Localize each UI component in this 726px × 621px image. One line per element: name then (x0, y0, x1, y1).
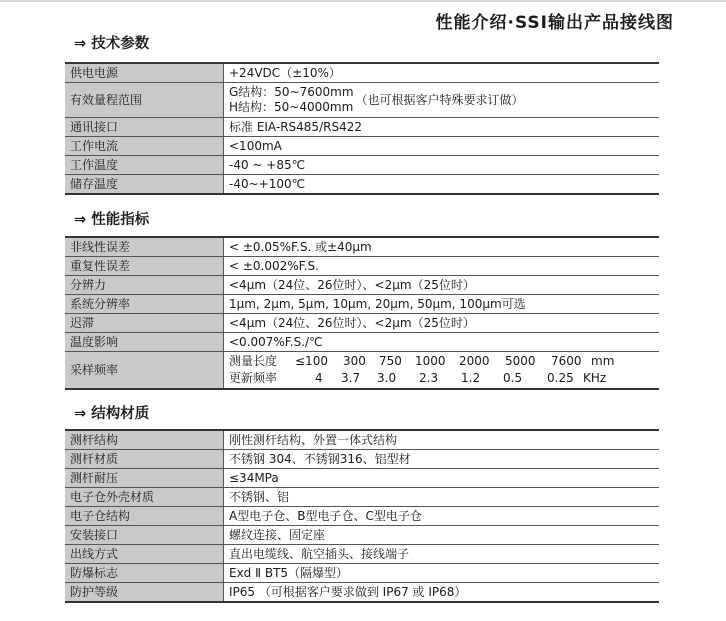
row-key: 系统分辨率 (65, 295, 224, 314)
table-row (65, 175, 659, 195)
row-value: <4μm（24位、26位时）、<2μm（25位时） (224, 276, 660, 295)
page-title: 性能介绍·SSI输出产品接线图 (435, 13, 674, 33)
rate-cell: 2.3 (419, 371, 439, 385)
row-value: < ±0.05%F.S. 或±40μm (224, 237, 660, 257)
range-line-g: G结构：50~7600mm (229, 85, 354, 99)
row-value: <100mA (224, 137, 660, 156)
table-row (65, 333, 659, 352)
row-key: 电子仓结构 (65, 507, 224, 526)
row-key: 防护等级 (65, 583, 224, 603)
rate-frequency-line (229, 370, 654, 387)
row-value: 不锈钢、铝 (224, 488, 660, 507)
range-note: （也可根据客户特殊要求订做） (355, 93, 524, 107)
rate-cell: 2000 (459, 354, 490, 368)
table-row (65, 137, 659, 156)
table-row (65, 314, 659, 333)
row-key: 测杆材质 (65, 450, 224, 469)
table-row (65, 526, 659, 545)
rate-cell: 1000 (415, 354, 446, 368)
table-row (65, 237, 659, 257)
row-value: 不锈钢 304、不锈钢316、铝型材 (224, 450, 660, 469)
rate-cell: 750 (379, 354, 402, 368)
row-value: +24VDC（±10%） (224, 63, 660, 83)
row-key: 迟滞 (65, 314, 224, 333)
row-value: Exd Ⅱ BT5（隔爆型） (224, 564, 660, 583)
table-row (65, 276, 659, 295)
range-line-h: H结构：50~4000mm (229, 100, 354, 114)
rate-cell: mm (591, 354, 615, 368)
rate-cell: 5000 (505, 354, 536, 368)
rate-cell: KHz (583, 371, 607, 385)
table-row (65, 564, 659, 583)
rate-cell: 3.7 (341, 371, 361, 385)
row-key: 通讯接口 (65, 118, 224, 137)
table-row (65, 430, 659, 450)
row-key: 工作电流 (65, 137, 224, 156)
row-value: IP65 （可根据客户要求做到 IP67 或 IP68） (224, 583, 660, 603)
row-key: 有效量程范围 (65, 83, 224, 118)
row-key: 储存温度 (65, 175, 224, 195)
rate-cell: 300 (343, 354, 366, 368)
rate-cell: 1.2 (461, 371, 481, 385)
row-key: 测杆耐压 (65, 469, 224, 488)
row-value: A型电子仓、B型电子仓、C型电子仓 (224, 507, 660, 526)
row-key: 测杆结构 (65, 430, 224, 450)
table-row (65, 63, 659, 83)
table-row (65, 83, 659, 118)
table-row (65, 156, 659, 175)
rate-cell: ≤100 (295, 354, 328, 368)
row-value: < ±0.002%F.S. (224, 257, 660, 276)
performance-table (65, 236, 659, 390)
table-row (65, 257, 659, 276)
table-row (65, 583, 659, 603)
row-key: 温度影响 (65, 333, 224, 352)
row-key: 工作温度 (65, 156, 224, 175)
row-value: 标准 EIA-RS485/RS422 (224, 118, 660, 137)
row-value: 直出电缆线、航空插头、接线端子 (224, 545, 660, 564)
rate-cell: 4 (315, 371, 323, 385)
structure-material-table (65, 429, 659, 603)
row-key: 重复性误差 (65, 257, 224, 276)
row-value: -40 ~ +85℃ (224, 156, 660, 175)
row-value: ≤34MPa (224, 469, 660, 488)
row-key: 防爆标志 (65, 564, 224, 583)
row-value: -40~+100℃ (224, 175, 660, 195)
section-heading-structure-material: ⇒ 结构材质 (74, 406, 150, 422)
row-value: <0.007%F.S./℃ (224, 333, 660, 352)
section-heading-technical-params: ⇒ 技术参数 (74, 36, 150, 52)
row-key: 非线性误差 (65, 237, 224, 257)
table-row (65, 488, 659, 507)
table-row (65, 545, 659, 564)
rate-cell: 0.25 (547, 371, 574, 385)
row-value (224, 352, 660, 390)
row-value: 刚性测杆结构、外置一体式结构 (224, 430, 660, 450)
row-value (224, 83, 660, 118)
table-row (65, 295, 659, 314)
rate-cell: 更新频率 (229, 371, 278, 385)
row-key: 出线方式 (65, 545, 224, 564)
row-key: 安装接口 (65, 526, 224, 545)
row-value: <4μm（24位、26位时）、<2μm（25位时） (224, 314, 660, 333)
table-row (65, 450, 659, 469)
table-row (65, 118, 659, 137)
row-key: 分辨力 (65, 276, 224, 295)
section-heading-performance: ⇒ 性能指标 (74, 212, 150, 228)
table-row (65, 469, 659, 488)
row-key: 电子仓外壳材质 (65, 488, 224, 507)
row-value: 螺纹连接、固定座 (224, 526, 660, 545)
row-key: 采样频率 (65, 352, 224, 390)
rate-length-line (229, 353, 654, 370)
table-row (65, 352, 659, 390)
table-row (65, 507, 659, 526)
technical-params-table (65, 62, 659, 195)
row-key: 供电电源 (65, 63, 224, 83)
rate-cell: 0.5 (503, 371, 523, 385)
rate-cell: 测量长度 (229, 354, 278, 368)
rate-cell: 7600 (551, 354, 582, 368)
row-value: 1μm, 2μm, 5μm, 10μm, 20μm, 50μm, 100μm可选 (224, 295, 660, 314)
top-rule (0, 0, 726, 2)
rate-cell: 3.0 (377, 371, 397, 385)
